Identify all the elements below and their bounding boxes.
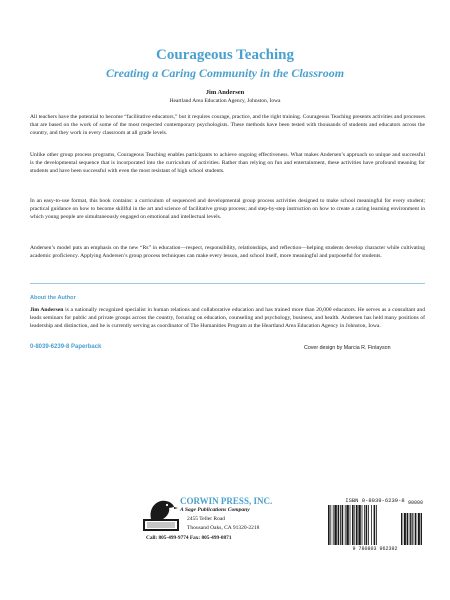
about-author-heading: About the Author [30,295,76,301]
publisher-name: CORWIN PRESS, INC. [180,496,273,506]
about-author-bio: is a nationally recognized specialist in human relations and collaborative education and has trained more than 20,000 educators. He serves as a consultant and leads seminars for public and private groups across the country, focusing on education, counseling and psychology, business, and health. Andersen has held many positions of leadership and distinction, and he is currently serving as coordinator of The Humanities Program at the Heartland Area Education Agency in Johnston, Iowa. [30,307,425,329]
publisher-city: Thousand Oaks, CA 91320-2218 [187,525,260,531]
paragraph-intro: All teachers have the potential to become “facilitative educators,” but it requires courage, practice, and the right training. Courageous Teaching presents activities and processes that are based on the work of some of the most respected contemporary psychologists. These methods have been tested with thousands of students and educators across the country, and they work in every classroom at all grade levels. [30,114,425,136]
about-author-name: Jim Andersen [30,307,64,313]
isbn-format: 0-8039-6239-8 Paperback [30,344,102,350]
paragraph-approach: Unlike other group process programs, Courageous Teaching enables participants to achieve ongoing effectiveness. What makes Andersen’s approach so unique and successful is the developmental sequence that is incorporated into the curriculum of activities. Rather than relying on fun and entertainment, these activities have profound meaning for students and have been successful with even the most resistant of high school students. [30,152,425,174]
section-divider [30,283,425,284]
publisher-street: 2455 Teller Road [187,516,226,522]
author-affiliation: Heartland Area Education Agency, Johnston, Iowa [169,98,281,104]
paragraph-contents: In an easy-to-use format, this book contains: a curriculum of sequenced and developmental group process activities designed to make school meaningful for every student; practical guidance on how to become skillful in the art and science of facilitative group process; and step-by-step instruction on how to create a caring learning environment in which young people are simultaneously engaged on emotional and intellectual levels. [30,198,425,220]
about-author-text [30,307,425,330]
barcode-isbn: ISBN 0-8039-6239-8 [345,497,405,504]
barcode-bars-icon [325,505,425,547]
book-subtitle: Creating a Caring Community in the Classroom [105,66,345,80]
author-name: Jim Andersen [205,89,245,96]
publisher-logo-icon [143,497,179,531]
barcode [325,497,425,557]
barcode-addon: 90000 [407,500,423,506]
book-title: Courageous Teaching [156,47,294,63]
paragraph-model: Andersen’s model puts an emphasis on the new “Rs” in education—respect, responsibility, relationships, and reflection—helping students develop character while cultivating academic proficiency. Applying Andersen’s group process techniques can make every lesson, and school itself, more meaningful and purposeful for students. [30,245,425,259]
barcode-ean: 9 780803 962392 [352,546,398,552]
publisher-tagline: A Sage Publications Company [180,507,250,513]
publisher-phone: Call: 805-499-9774 Fax: 805-499-0871 [146,535,232,541]
cover-credit: Cover design by Marcia R. Finlayson [304,345,391,351]
